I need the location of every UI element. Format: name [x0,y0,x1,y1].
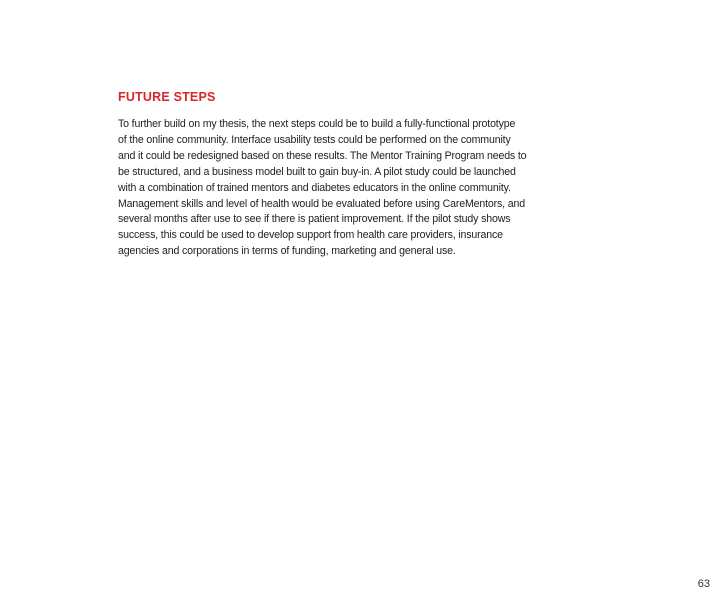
paragraph-line: be structured, and a business model built to gain buy-in. A pilot study could be launched [118,165,516,178]
paragraph-line: with a combination of trained mentors and diabetes educators in the online community. [118,181,511,194]
paragraph-line: and it could be redesigned based on these results. The Mentor Training Program needs to [118,149,527,162]
section-heading: FUTURE STEPS [118,90,216,104]
page-number: 63 [697,578,710,590]
paragraph-line: success, this could be used to develop support from health care providers, insurance [118,229,503,242]
section-paragraph [118,117,570,260]
paragraph-line: To further build on my thesis, the next steps could be to build a fully-functional prototype [118,118,516,130]
paragraph-line: of the online community. Interface usability tests could be performed on the community [118,133,511,146]
paragraph-line: Management skills and level of health would be evaluated before using CareMentors, and [118,197,525,210]
paragraph-line: agencies and corporations in terms of funding, marketing and general use. [118,245,456,258]
paragraph-line: several months after use to see if there is patient improvement. If the pilot study shows [118,213,511,226]
